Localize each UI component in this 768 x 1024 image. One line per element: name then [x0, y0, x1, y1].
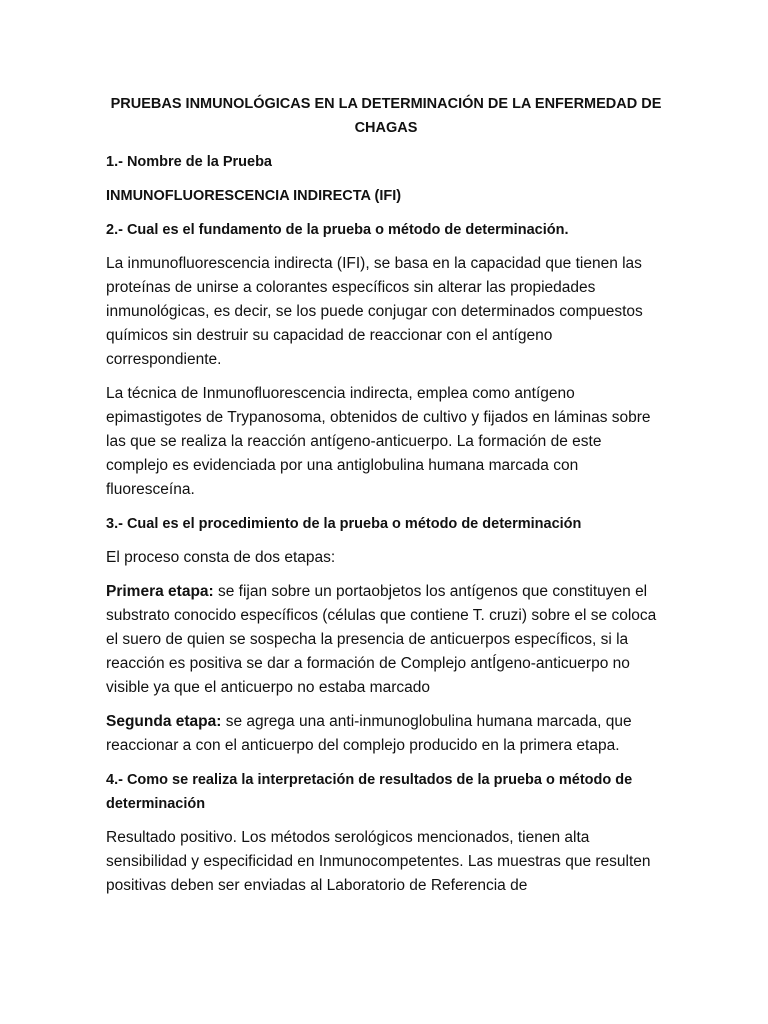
- paragraph-stage-1: [106, 580, 666, 700]
- stage-1-label: Primera etapa:: [106, 583, 214, 600]
- paragraph-ifi-technique: La técnica de Inmunofluorescencia indirecta, emplea como antígeno epimastigotes de Trypanosoma, obtenidos de cultivo y fijados en láminas sobre las que se realiza la reacción antígeno-anticuerpo. La formación de este complejo es evidenciada por una antiglobulina humana marcada con fluoresceína.: [106, 385, 651, 498]
- document-body: [106, 92, 666, 908]
- test-name: INMUNOFLUORESCENCIA INDIRECTA (IFI): [106, 188, 402, 204]
- document-title: PRUEBAS INMUNOLÓGICAS EN LA DETERMINACIÓN DE LA ENFERMEDAD DE CHAGAS: [110, 96, 662, 136]
- paragraph-stages-intro: El proceso consta de dos etapas:: [106, 549, 336, 566]
- paragraph-stage-2: [106, 710, 666, 758]
- section-4-heading: 4.- Como se realiza la interpretación de resultados de la prueba o método de determinación: [106, 772, 633, 812]
- section-3-heading: 3.- Cual es el procedimiento de la prueba o método de determinación: [106, 516, 582, 532]
- section-1-heading: 1.- Nombre de la Prueba: [106, 154, 272, 170]
- paragraph-results: Resultado positivo. Los métodos serológicos mencionados, tienen alta sensibilidad y especificidad en Inmunocompetentes. Las muestras que resulten positivas deben ser enviadas al Laboratorio de Referencia de: [106, 829, 651, 894]
- stage-1-text: se fijan sobre un portaobjetos los antígenos que constituyen el substrato conocido específicos (células que contiene T. cruzi) sobre el se coloca el suero de quien se sospecha la presencia de anticuerpos específicos, si la reacción es positiva se dar a formación de Complejo antÍgeno-anticuerpo no visible ya que el anticuerpo no estaba marcado: [106, 583, 657, 696]
- stage-2-text: se agrega una anti-inmunoglobulina humana marcada, que reaccionar a con el anticuerpo del complejo producido en la primera etapa.: [106, 713, 632, 754]
- section-2-heading: 2.- Cual es el fundamento de la prueba o método de determinación.: [106, 222, 569, 238]
- paragraph-ifi-basis: La inmunofluorescencia indirecta (IFI), se basa en la capacidad que tienen las proteínas de unirse a colorantes específicos sin alterar las propiedades inmunológicas, es decir, se los puede conjugar con determinados compuestos químicos sin destruir su capacidad de reaccionar con el antígeno correspondiente.: [106, 255, 643, 368]
- stage-2-label: Segunda etapa:: [106, 713, 222, 730]
